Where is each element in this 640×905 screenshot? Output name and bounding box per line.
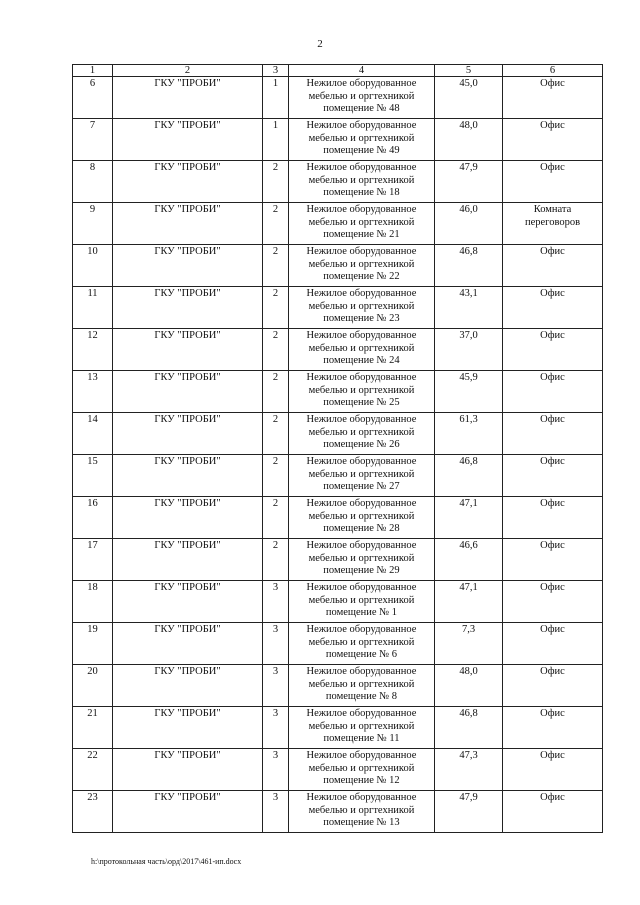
description-cell: Нежилое оборудованное мебелью и оргтехникой помещение № 27 (289, 455, 435, 497)
row-number-cell: 18 (73, 581, 113, 623)
floor-cell: 3 (263, 749, 289, 791)
row-number-cell: 17 (73, 539, 113, 581)
area-cell: 47,1 (435, 497, 503, 539)
table-row (73, 581, 603, 623)
floor-cell: 2 (263, 539, 289, 581)
description-cell: Нежилое оборудованное мебелью и оргтехникой помещение № 18 (289, 161, 435, 203)
description-cell: Нежилое оборудованное мебелью и оргтехникой помещение № 29 (289, 539, 435, 581)
description-cell: Нежилое оборудованное мебелью и оргтехникой помещение № 24 (289, 329, 435, 371)
table-row (73, 287, 603, 329)
floor-cell: 2 (263, 413, 289, 455)
floor-cell: 1 (263, 119, 289, 161)
area-cell: 45,0 (435, 77, 503, 119)
table-row (73, 161, 603, 203)
purpose-cell: Комната переговоров (503, 203, 603, 245)
row-number-cell: 11 (73, 287, 113, 329)
organization-cell: ГКУ "ПРОБИ" (113, 371, 263, 413)
header-cell-5: 5 (435, 65, 503, 77)
organization-cell: ГКУ "ПРОБИ" (113, 707, 263, 749)
header-cell-6: 6 (503, 65, 603, 77)
table-row (73, 623, 603, 665)
floor-cell: 2 (263, 455, 289, 497)
organization-cell: ГКУ "ПРОБИ" (113, 749, 263, 791)
organization-cell: ГКУ "ПРОБИ" (113, 497, 263, 539)
table-row (73, 203, 603, 245)
floor-cell: 2 (263, 245, 289, 287)
description-cell: Нежилое оборудованное мебелью и оргтехникой помещение № 11 (289, 707, 435, 749)
table-row (73, 665, 603, 707)
organization-cell: ГКУ "ПРОБИ" (113, 623, 263, 665)
area-cell: 47,9 (435, 791, 503, 833)
floor-cell: 2 (263, 161, 289, 203)
table-row (73, 371, 603, 413)
table-row (73, 707, 603, 749)
description-cell: Нежилое оборудованное мебелью и оргтехникой помещение № 25 (289, 371, 435, 413)
area-cell: 61,3 (435, 413, 503, 455)
purpose-cell: Офис (503, 539, 603, 581)
description-cell: Нежилое оборудованное мебелью и оргтехникой помещение № 48 (289, 77, 435, 119)
table-row (73, 791, 603, 833)
description-cell: Нежилое оборудованное мебелью и оргтехникой помещение № 26 (289, 413, 435, 455)
floor-cell: 2 (263, 203, 289, 245)
organization-cell: ГКУ "ПРОБИ" (113, 119, 263, 161)
row-number-cell: 19 (73, 623, 113, 665)
area-cell: 48,0 (435, 665, 503, 707)
description-cell: Нежилое оборудованное мебелью и оргтехникой помещение № 21 (289, 203, 435, 245)
description-cell: Нежилое оборудованное мебелью и оргтехникой помещение № 49 (289, 119, 435, 161)
description-cell: Нежилое оборудованное мебелью и оргтехникой помещение № 8 (289, 665, 435, 707)
area-cell: 48,0 (435, 119, 503, 161)
row-number-cell: 8 (73, 161, 113, 203)
table-row (73, 455, 603, 497)
table-row (73, 119, 603, 161)
table-row (73, 77, 603, 119)
purpose-cell: Офис (503, 77, 603, 119)
description-cell: Нежилое оборудованное мебелью и оргтехникой помещение № 28 (289, 497, 435, 539)
table-row (73, 497, 603, 539)
table-row (73, 329, 603, 371)
purpose-cell: Офис (503, 791, 603, 833)
floor-cell: 2 (263, 287, 289, 329)
row-number-cell: 7 (73, 119, 113, 161)
organization-cell: ГКУ "ПРОБИ" (113, 455, 263, 497)
table-body (73, 77, 603, 833)
floor-cell: 3 (263, 623, 289, 665)
purpose-cell: Офис (503, 371, 603, 413)
row-number-cell: 14 (73, 413, 113, 455)
header-cell-4: 4 (289, 65, 435, 77)
area-cell: 7,3 (435, 623, 503, 665)
purpose-cell: Офис (503, 413, 603, 455)
header-cell-1: 1 (73, 65, 113, 77)
purpose-cell: Офис (503, 161, 603, 203)
purpose-cell: Офис (503, 245, 603, 287)
organization-cell: ГКУ "ПРОБИ" (113, 161, 263, 203)
table-row (73, 539, 603, 581)
area-cell: 46,0 (435, 203, 503, 245)
purpose-cell: Офис (503, 707, 603, 749)
row-number-cell: 12 (73, 329, 113, 371)
row-number-cell: 22 (73, 749, 113, 791)
organization-cell: ГКУ "ПРОБИ" (113, 539, 263, 581)
purpose-cell: Офис (503, 329, 603, 371)
organization-cell: ГКУ "ПРОБИ" (113, 581, 263, 623)
area-cell: 46,8 (435, 245, 503, 287)
floor-cell: 2 (263, 497, 289, 539)
organization-cell: ГКУ "ПРОБИ" (113, 287, 263, 329)
purpose-cell: Офис (503, 749, 603, 791)
area-cell: 45,9 (435, 371, 503, 413)
description-cell: Нежилое оборудованное мебелью и оргтехникой помещение № 22 (289, 245, 435, 287)
area-cell: 47,9 (435, 161, 503, 203)
area-cell: 37,0 (435, 329, 503, 371)
floor-cell: 3 (263, 791, 289, 833)
organization-cell: ГКУ "ПРОБИ" (113, 203, 263, 245)
row-number-cell: 15 (73, 455, 113, 497)
floor-cell: 3 (263, 581, 289, 623)
description-cell: Нежилое оборудованное мебелью и оргтехникой помещение № 6 (289, 623, 435, 665)
area-cell: 46,8 (435, 455, 503, 497)
organization-cell: ГКУ "ПРОБИ" (113, 329, 263, 371)
description-cell: Нежилое оборудованное мебелью и оргтехникой помещение № 1 (289, 581, 435, 623)
area-cell: 46,8 (435, 707, 503, 749)
page-number: 2 (317, 38, 323, 50)
row-number-cell: 9 (73, 203, 113, 245)
floor-cell: 3 (263, 665, 289, 707)
purpose-cell: Офис (503, 665, 603, 707)
row-number-cell: 16 (73, 497, 113, 539)
table-row (73, 749, 603, 791)
description-cell: Нежилое оборудованное мебелью и оргтехникой помещение № 13 (289, 791, 435, 833)
header-cell-2: 2 (113, 65, 263, 77)
organization-cell: ГКУ "ПРОБИ" (113, 791, 263, 833)
area-cell: 46,6 (435, 539, 503, 581)
row-number-cell: 21 (73, 707, 113, 749)
floor-cell: 3 (263, 707, 289, 749)
purpose-cell: Офис (503, 497, 603, 539)
row-number-cell: 6 (73, 77, 113, 119)
description-cell: Нежилое оборудованное мебелью и оргтехникой помещение № 23 (289, 287, 435, 329)
row-number-cell: 10 (73, 245, 113, 287)
purpose-cell: Офис (503, 581, 603, 623)
premises-table (72, 64, 603, 833)
area-cell: 47,1 (435, 581, 503, 623)
purpose-cell: Офис (503, 455, 603, 497)
organization-cell: ГКУ "ПРОБИ" (113, 245, 263, 287)
floor-cell: 2 (263, 371, 289, 413)
table-row (73, 245, 603, 287)
row-number-cell: 13 (73, 371, 113, 413)
area-cell: 47,3 (435, 749, 503, 791)
footer-file-path: h:\протокольная часть\орд\2017\461-ип.docx (91, 857, 242, 866)
row-number-cell: 23 (73, 791, 113, 833)
purpose-cell: Офис (503, 119, 603, 161)
organization-cell: ГКУ "ПРОБИ" (113, 77, 263, 119)
organization-cell: ГКУ "ПРОБИ" (113, 413, 263, 455)
header-row (73, 65, 603, 77)
floor-cell: 2 (263, 329, 289, 371)
description-cell: Нежилое оборудованное мебелью и оргтехникой помещение № 12 (289, 749, 435, 791)
area-cell: 43,1 (435, 287, 503, 329)
purpose-cell: Офис (503, 623, 603, 665)
header-cell-3: 3 (263, 65, 289, 77)
purpose-cell: Офис (503, 287, 603, 329)
organization-cell: ГКУ "ПРОБИ" (113, 665, 263, 707)
floor-cell: 1 (263, 77, 289, 119)
row-number-cell: 20 (73, 665, 113, 707)
table-row (73, 413, 603, 455)
